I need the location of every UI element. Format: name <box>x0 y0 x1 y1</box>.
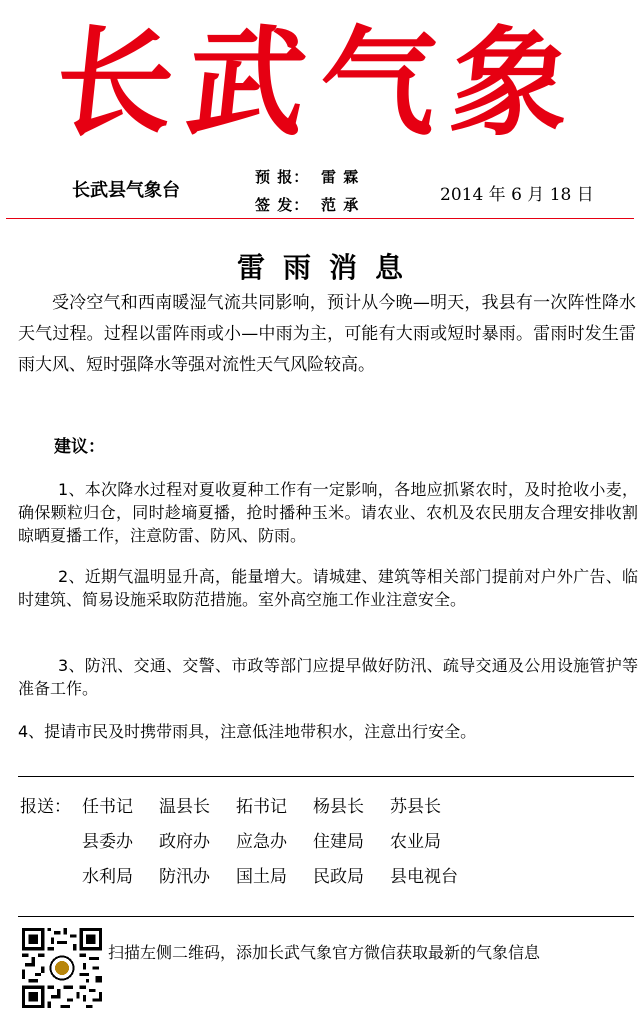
distribution-label: 报送： <box>20 797 71 817</box>
distribution-row <box>82 827 467 852</box>
forecaster-name: 雷 霖 <box>321 168 360 186</box>
recipient: 国土局 <box>236 867 287 887</box>
recipient: 防汛办 <box>159 867 210 887</box>
suggestion-item: 2、近期气温明显升高，能量增大。请城建、建筑等相关部门提前对户外广告、临时建筑、简易设施采取防范措施。室外高空施工作业注意安全。 <box>18 567 638 609</box>
forecaster-line <box>255 166 359 187</box>
divider <box>18 916 634 917</box>
recipient: 应急办 <box>236 832 287 852</box>
distribution-row <box>82 792 467 817</box>
recipient: 温县长 <box>159 797 210 817</box>
recipient: 农业局 <box>390 832 441 852</box>
document-title: 雷雨消息 <box>236 251 421 284</box>
recipient: 民政局 <box>313 867 364 887</box>
forecaster-label: 预 报： <box>255 168 310 186</box>
qr-code-icon[interactable] <box>22 928 102 1008</box>
masthead-logo: 长武气象 <box>48 13 592 152</box>
intro-paragraph: 受冷空气和西南暖湿气流共同影响，预计从今晚—明天，我县有一次阵性降水天气过程。过程以雷阵雨或小—中雨为主，可能有大雨或短时暴雨。雷雨时发生雷雨大风、短时强降水等强对流性天气风险较高。 <box>18 293 636 375</box>
recipient: 住建局 <box>313 832 364 852</box>
suggestions-heading: 建议： <box>54 437 105 457</box>
signer-label: 签 发： <box>255 196 310 214</box>
qr-instruction: 扫描左侧二维码，添加长武气象官方微信获取最新的气象信息 <box>108 943 541 962</box>
signer-name: 范 承 <box>321 196 360 214</box>
recipient: 水利局 <box>82 867 133 887</box>
organization-name: 长武县气象台 <box>72 180 180 201</box>
divider <box>18 776 634 777</box>
recipient: 苏县长 <box>390 797 441 817</box>
recipient: 拓书记 <box>236 797 287 817</box>
signer-line <box>255 194 359 215</box>
issue-date: 2014 年 6 月 18 日 <box>440 185 594 205</box>
recipient: 县委办 <box>82 832 133 852</box>
suggestion-item: 4、提请市民及时携带雨具，注意低洼地带积水，注意出行安全。 <box>18 722 477 741</box>
suggestion-item: 1、本次降水过程对夏收夏种工作有一定影响，各地应抓紧农时，及时抢收小麦，确保颗粒归仓，同时趁墒夏播，抢时播种玉米。请农业、农机及农民朋友合理安排收割晾晒夏播工作，注意防雷、防风、防雨。 <box>18 480 638 545</box>
recipient: 县电视台 <box>390 867 458 887</box>
distribution-row <box>82 862 484 887</box>
recipient: 杨县长 <box>313 797 364 817</box>
suggestion-item: 3、防汛、交通、交警、市政等部门应提早做好防汛、疏导交通及公用设施管护等准备工作。 <box>18 656 638 698</box>
recipient: 任书记 <box>82 797 133 817</box>
recipient: 政府办 <box>159 832 210 852</box>
header-divider <box>6 218 634 219</box>
